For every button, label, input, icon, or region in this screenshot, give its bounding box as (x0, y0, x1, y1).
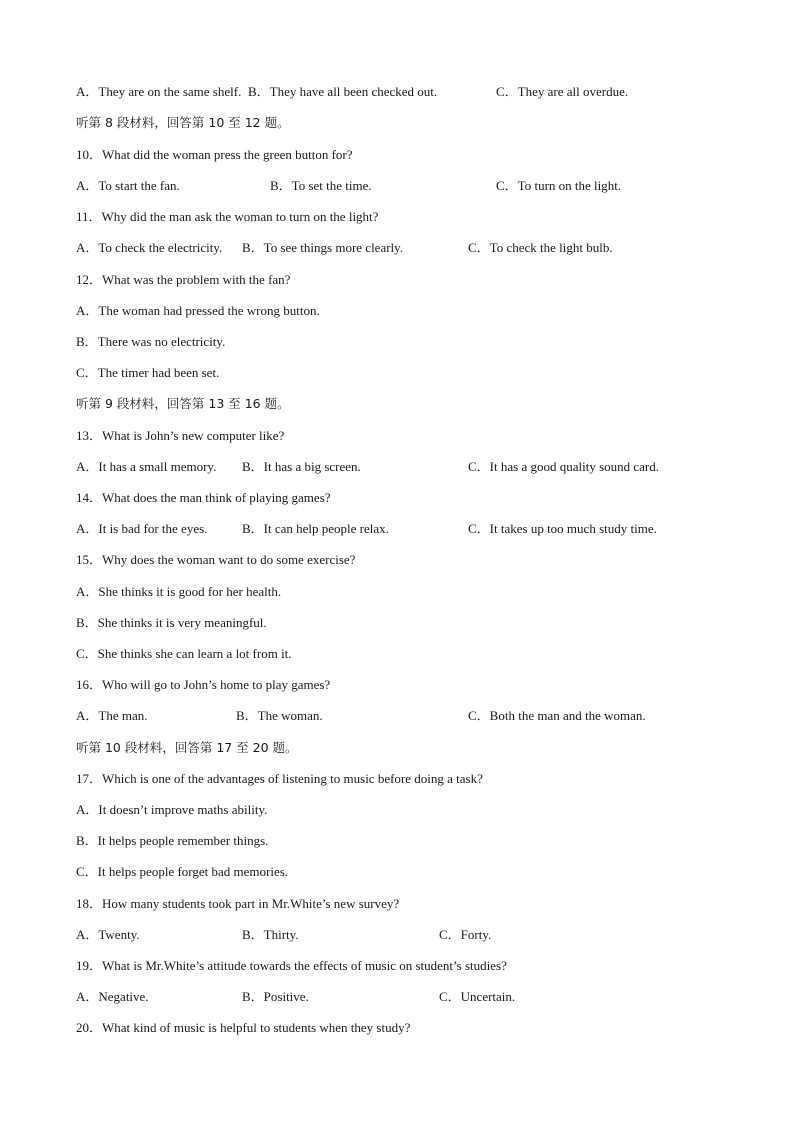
q15-stem: 15．Why does the woman want to do some exercise? (76, 552, 356, 567)
q19-option-b: B．Positive. (242, 989, 309, 1004)
q17-option-c: C．It helps people forget bad memories. (76, 864, 289, 879)
q16-option-a: A．The man. (76, 708, 148, 723)
q20-stem: 20．What kind of music is helpful to students when they study? (76, 1020, 411, 1035)
q17-option-b: B．It helps people remember things. (76, 833, 269, 848)
q10-stem: 10．What did the woman press the green button for? (76, 147, 353, 162)
section-9-heading: 听第 9 段材料，回答第 13 至 16 题。 (76, 396, 290, 411)
q15-option-a: A．She thinks it is good for her health. (76, 584, 282, 599)
q18-option-a: A．Twenty. (76, 927, 140, 942)
q17-option-a: A．It doesn’t improve maths ability. (76, 802, 268, 817)
q14-option-c: C．It takes up too much study time. (468, 521, 657, 536)
q18-option-c: C．Forty. (439, 927, 492, 942)
q12-option-c: C．The timer had been set. (76, 365, 220, 380)
section-10-heading: 听第 10 段材料，回答第 17 至 20 题。 (76, 740, 298, 755)
q11-stem: 11．Why did the man ask the woman to turn on the light? (76, 209, 379, 224)
q12-stem: 12．What was the problem with the fan? (76, 272, 291, 287)
q10-option-c: C．To turn on the light. (496, 178, 622, 193)
q13-option-c: C．It has a good quality sound card. (468, 459, 659, 474)
q13-option-a: A．It has a small memory. (76, 459, 217, 474)
q9-option-c: C．They are all overdue. (496, 84, 629, 99)
q16-option-b: B．The woman. (236, 708, 323, 723)
q12-option-b: B．There was no electricity. (76, 334, 226, 349)
q11-option-c: C．To check the light bulb. (468, 240, 613, 255)
q10-option-b: B．To set the time. (270, 178, 372, 193)
q13-option-b: B．It has a big screen. (242, 459, 361, 474)
q19-stem: 19．What is Mr.White’s attitude towards the effects of music on student’s studies? (76, 958, 507, 973)
section-8-heading: 听第 8 段材料，回答第 10 至 12 题。 (76, 115, 290, 130)
q14-option-b: B．It can help people relax. (242, 521, 389, 536)
q14-stem: 14．What does the man think of playing games? (76, 490, 331, 505)
q11-option-b: B．To see things more clearly. (242, 240, 404, 255)
q15-option-c: C．She thinks she can learn a lot from it. (76, 646, 292, 661)
q14-option-a: A．It is bad for the eyes. (76, 521, 208, 536)
q15-option-b: B．She thinks it is very meaningful. (76, 615, 267, 630)
q17-stem: 17．Which is one of the advantages of listening to music before doing a task? (76, 771, 483, 786)
q9-option-b: B．They have all been checked out. (248, 84, 438, 99)
q16-option-c: C．Both the man and the woman. (468, 708, 646, 723)
q11-option-a: A．To check the electricity. (76, 240, 223, 255)
q10-option-a: A．To start the fan. (76, 178, 180, 193)
q16-stem: 16．Who will go to John’s home to play games? (76, 677, 331, 692)
q12-option-a: A．The woman had pressed the wrong button. (76, 303, 320, 318)
q19-option-c: C．Uncertain. (439, 989, 516, 1004)
q19-option-a: A．Negative. (76, 989, 149, 1004)
q13-stem: 13．What is John’s new computer like? (76, 428, 285, 443)
q9-option-a: A．They are on the same shelf. (76, 84, 242, 99)
q18-option-b: B．Thirty. (242, 927, 299, 942)
q18-stem: 18．How many students took part in Mr.White’s new survey? (76, 896, 400, 911)
